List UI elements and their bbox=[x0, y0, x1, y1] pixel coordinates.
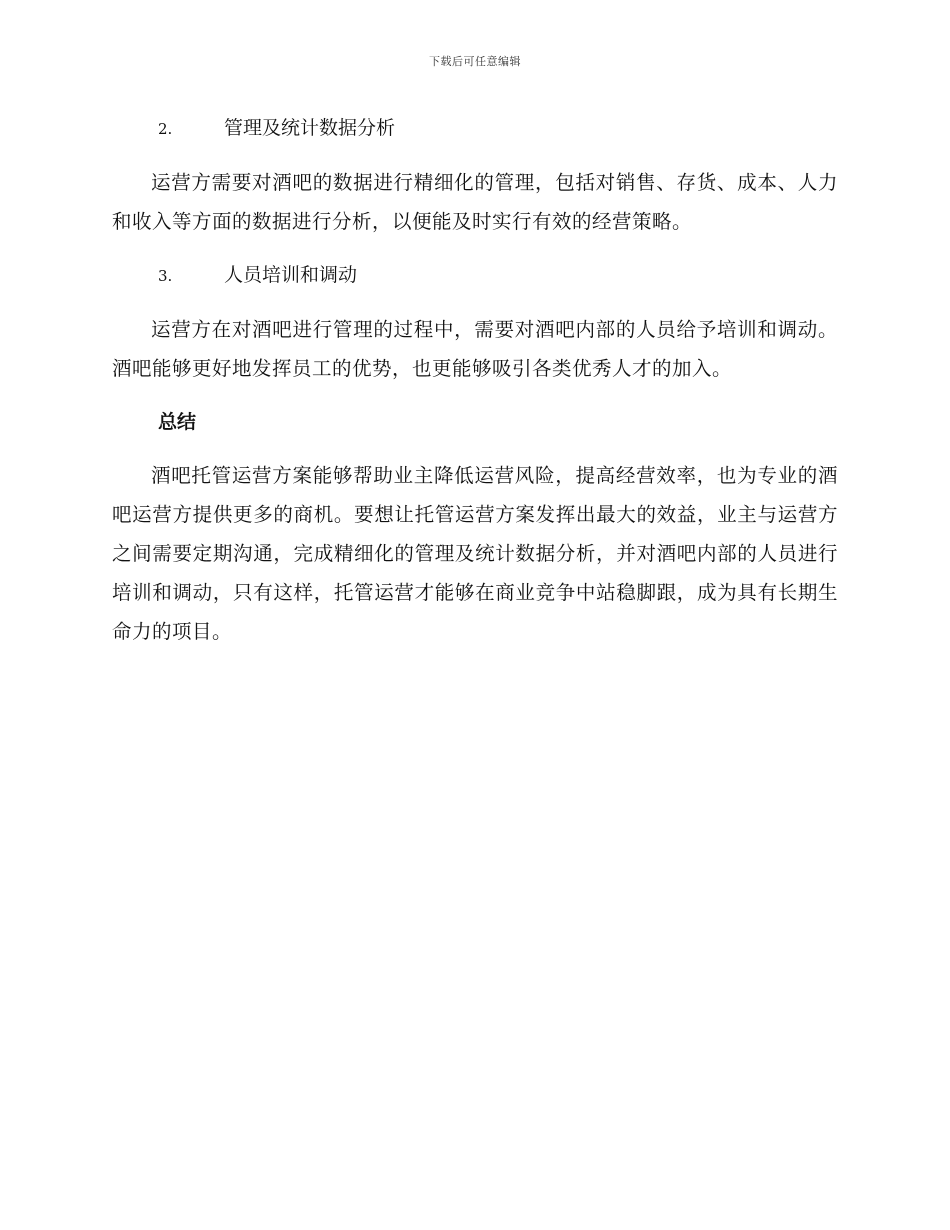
section-paragraph: 运营方需要对酒吧的数据进行精细化的管理，包括对销售、存货、成本、人力和收入等方面的数据进行分析，以便能及时实行有效的经营策略。 bbox=[112, 171, 838, 233]
section-title: 人员培训和调动 bbox=[224, 264, 358, 286]
summary-title: 总结 bbox=[158, 411, 197, 433]
summary-paragraph: 酒吧托管运营方案能够帮助业主降低运营风险，提高经营效率，也为专业的酒吧运营方提供更多的商机。要想让托管运营方案发挥出最大的效益，业主与运营方之间需要定期沟通，完成精细化的管理及统计数据分析，并对酒吧内部的人员进行培训和调动，只有这样，托管运营才能够在商业竞争中站稳脚跟，成为具有长期生命力的项目。 bbox=[112, 464, 838, 643]
section-heading-3 bbox=[112, 255, 838, 296]
document-body bbox=[112, 108, 838, 651]
page-header: 下载后可任意编辑 bbox=[429, 55, 521, 68]
section-number: 3. bbox=[158, 267, 173, 285]
section-title: 管理及统计数据分析 bbox=[224, 117, 396, 139]
section-heading-2 bbox=[112, 108, 838, 149]
section-paragraph: 运营方在对酒吧进行管理的过程中，需要对酒吧内部的人员给予培训和调动。酒吧能够更好地发挥员工的优势，也更能够吸引各类优秀人才的加入。 bbox=[112, 318, 838, 380]
section-number: 2. bbox=[158, 120, 173, 138]
